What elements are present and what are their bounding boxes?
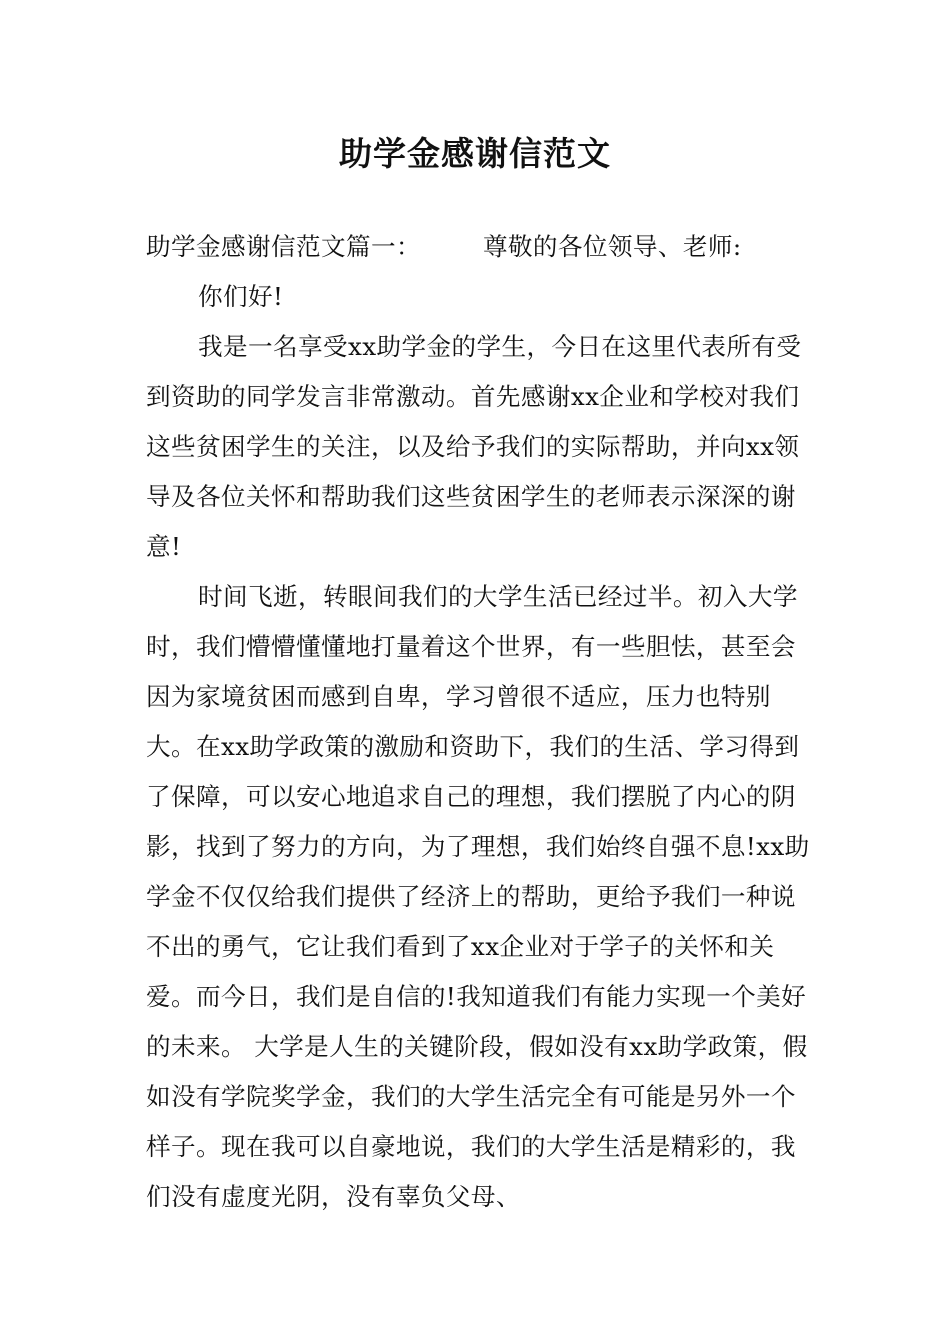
paragraph-2: 时间飞逝，转眼间我们的大学生活已经过半。初入大学时，我们懵懵懂懂地打量着这个世界，有一些胆怯，甚至会因为家境贫困而感到自卑，学习曾很不适应，压力也特别大。在xx助学政策的激励和资助下，我们的生活、学习得到了保障，可以安心地追求自己的理想，我们摆脱了内心的阴影，找到了努力的方向，为了理想，我们始终自强不息!xx助学金不仅仅给我们提供了经济上的帮助，更给予我们一种说不出的勇气，它让我们看到了xx企业对于学子的关怀和关爱。而今日，我们是自信的!我知道我们有能力实现一个美好的未来。 大学是人生的关键阶段，假如没有xx助学政策，假如没有学院奖学金，我们的大学生活完全有可能是另外一个样子。现在我可以自豪地说，我们的大学生活是精彩的，我们没有虚度光阴，没有辜负父母、 bbox=[146, 582, 810, 1211]
greeting: 你们好! bbox=[198, 282, 284, 311]
document-title: 助学金感谢信范文 bbox=[339, 134, 611, 173]
opening-left: 助学金感谢信范文篇一： bbox=[146, 232, 421, 261]
opening-line bbox=[146, 222, 810, 272]
document-body bbox=[146, 222, 810, 1222]
opening-salutation: 尊敬的各位领导、老师: bbox=[482, 232, 742, 261]
paragraph-1: 我是一名享受xx助学金的学生，今日在这里代表所有受到资助的同学发言非常激动。首先感谢xx企业和学校对我们这些贫困学生的关注，以及给予我们的实际帮助，并向xx领导及各位关怀和帮助我们这些贫困学生的老师表示深深的谢意! bbox=[146, 332, 802, 561]
